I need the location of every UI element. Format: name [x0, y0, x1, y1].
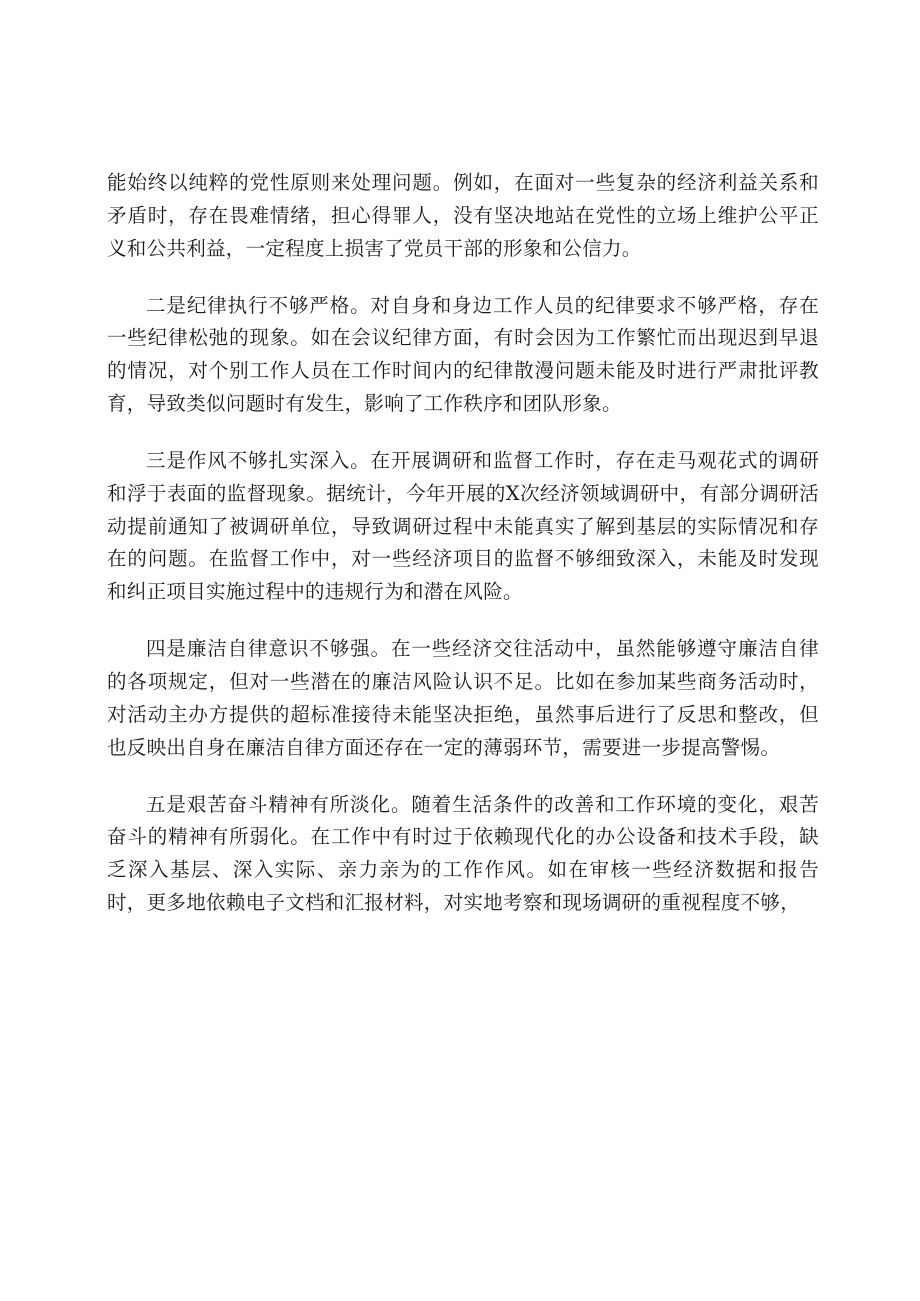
document-body: [107, 167, 819, 944]
paragraph-discipline: 二是纪律执行不够严格。对自身和身边工作人员的纪律要求不够严格，存在一些纪律松弛的现象。如在会议纪律方面，有时会因为工作繁忙而出现迟到早退的情况，对个别工作人员在工作时间内的纪律散漫问题未能及时进行严肃批评教育，导致类似问题时有发生，影响了工作秩序和团队形象。: [107, 293, 819, 415]
paragraph-integrity: 四是廉洁自律意识不够强。在一些经济交往活动中，虽然能够遵守廉洁自律的各项规定，但对一些潜在的廉洁风险认识不足。比如在参加某些商务活动时，对活动主办方提供的超标准接待未能坚决拒绝，虽然事后进行了反思和整改，但也反映出自身在廉洁自律方面还存在一定的薄弱环节，需要进一步提高警惕。: [107, 637, 819, 759]
paragraph-hard-work: 五是艰苦奋斗精神有所淡化。随着生活条件的改善和工作环境的变化，艰苦奋斗的精神有所弱化。在工作中有时过于依赖现代化的办公设备和技术手段，缺乏深入基层、深入实际、亲力亲为的工作作风。如在审核一些经济数据和报告时，更多地依赖电子文档和汇报材料，对实地考察和现场调研的重视程度不够，: [107, 792, 819, 914]
paragraph-continuation: 能始终以纯粹的党性原则来处理问题。例如，在面对一些复杂的经济利益关系和矛盾时，存在畏难情绪，担心得罪人，没有坚决地站在党性的立场上维护公平正义和公共利益，一定程度上损害了党员干部的形象和公信力。: [107, 171, 819, 260]
paragraph-work-style: 三是作风不够扎实深入。在开展调研和监督工作时，存在走马观花式的调研和浮于表面的监督现象。据统计，今年开展的X次经济领域调研中，有部分调研活动提前通知了被调研单位，导致调研过程中未能真实了解到基层的实际情况和存在的问题。在监督工作中，对一些经济项目的监督不够细致深入，未能及时发现和纠正项目实施过程中的违规行为和潜在风险。: [107, 448, 819, 604]
